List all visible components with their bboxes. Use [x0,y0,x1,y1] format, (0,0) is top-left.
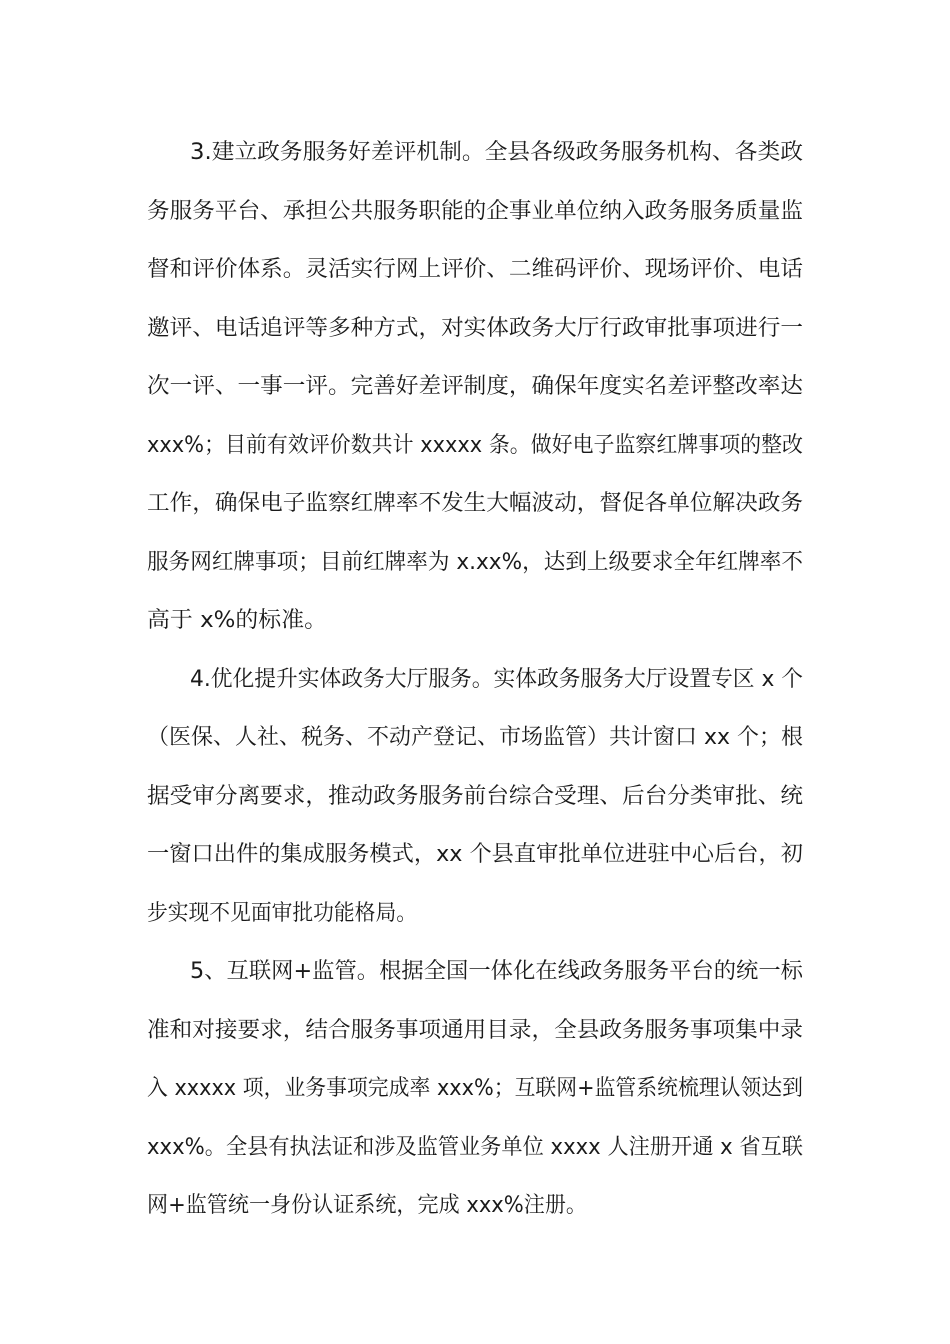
paragraph-2-line-2: （医保、人社、税务、不动产登记、市场监管）共计窗口 xx 个；根 [147,725,803,750]
paragraph-2-line-4: 一窗口出件的集成服务模式，xx 个县直审批单位进驻中心后台，初 [147,842,803,867]
paragraph-1-line-8: 服务网红牌事项；目前红牌率为 x.xx%，达到上级要求全年红牌率不 [147,550,803,575]
paragraph-2-line-3: 据受审分离要求，推动政务服务前台综合受理、后台分类审批、统 [147,784,803,809]
paragraph-1-line-3: 督和评价体系。灵活实行网上评价、二维码评价、现场评价、电话 [147,257,803,282]
paragraph-1-line-6: xxx%；目前有效评价数共计 xxxxx 条。做好电子监察红牌事项的整改 [147,433,803,458]
paragraph-1-line-5: 次一评、一事一评。完善好差评制度，确保年度实名差评整改率达 [147,374,803,399]
paragraph-1-line-4: 邀评、电话追评等多种方式，对实体政务大厅行政审批事项进行一 [147,316,803,341]
paragraph-3-line-1: 5、互联网+监管。根据全国一体化在线政务服务平台的统一标 [190,959,804,984]
paragraph-1-line-2: 务服务平台、承担公共服务职能的企事业单位纳入政务服务质量监 [147,199,803,224]
paragraph-2-line-1: 4.优化提升实体政务大厅服务。实体政务服务大厅设置专区 x 个 [190,667,803,692]
paragraph-3-line-5: 网+监管统一身份认证系统，完成 xxx%注册。 [147,1193,587,1218]
paragraph-1-line-7: 工作，确保电子监察红牌率不发生大幅波动，督促各单位解决政务 [147,491,803,516]
paragraph-3-line-2: 准和对接要求，结合服务事项通用目录，全县政务服务事项集中录 [147,1018,803,1043]
paragraph-3-line-3: 入 xxxxx 项，业务事项完成率 xxx%；互联网+监管系统梳理认领达到 [147,1076,803,1101]
paragraph-2-line-5: 步实现不见面审批功能格局。 [147,901,417,926]
paragraph-1-line-9: 高于 x%的标准。 [147,608,327,633]
paragraph-1-line-1: 3.建立政务服务好差评机制。全县各级政务服务机构、各类政 [190,140,803,165]
paragraph-3-line-4: xxx%。全县有执法证和涉及监管业务单位 xxxx 人注册开通 x 省互联 [147,1135,803,1160]
